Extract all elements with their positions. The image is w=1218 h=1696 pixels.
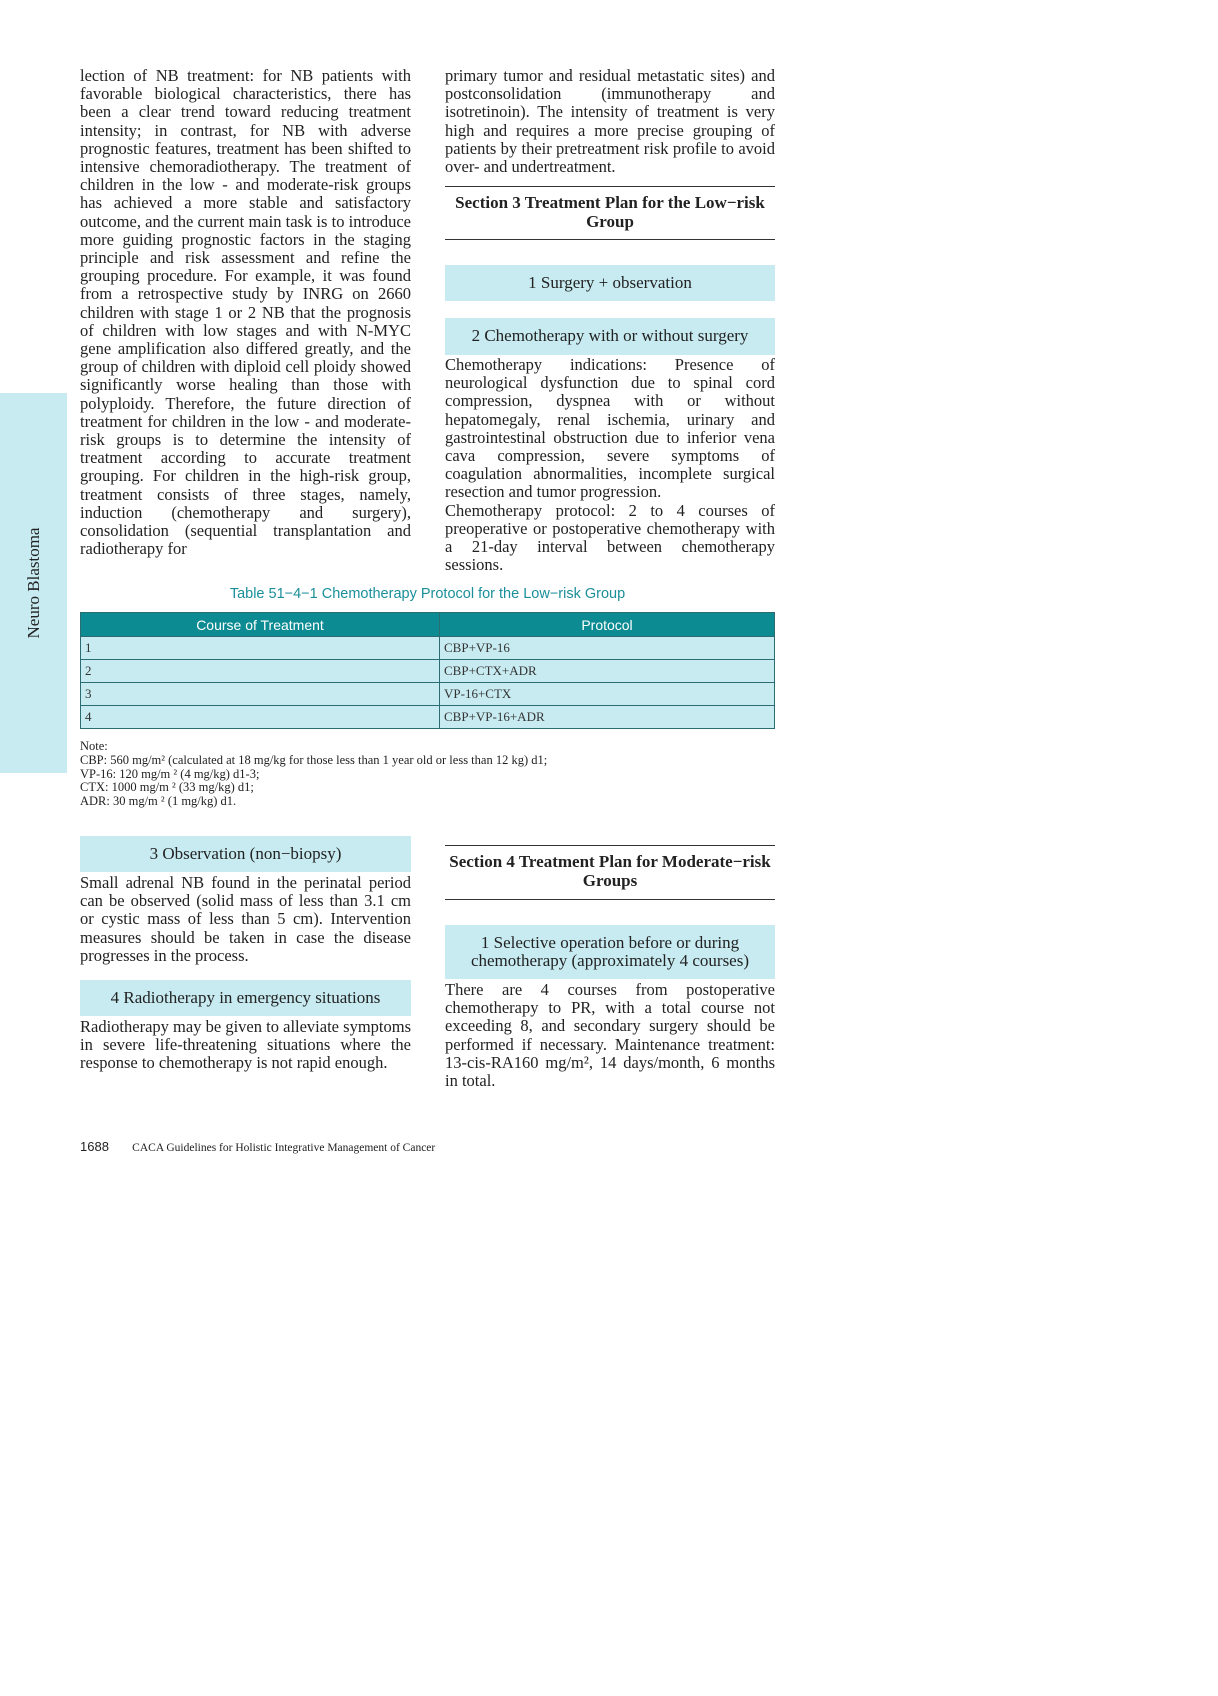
table-cell: CBP+VP-16 <box>440 637 775 660</box>
table-header-row <box>81 613 775 637</box>
table-header-course: Course of Treatment <box>81 613 440 637</box>
note-line: ADR: 30 mg/m ² (1 mg/kg) d1. <box>80 794 237 809</box>
section3-subheading-2: 2 Chemotherapy with or without surgery <box>445 318 775 355</box>
section4-heading: Section 4 Treatment Plan for Moderate−risk Groups <box>445 845 775 900</box>
radiotherapy-body <box>80 1018 411 1073</box>
table-title: Table 51−4−1 Chemotherapy Protocol for the Low−risk Group <box>229 586 626 602</box>
note-line: CBP: 560 mg/m² (calculated at 18 mg/kg for those less than 1 year old or less than 12 kg) d1; <box>80 752 548 767</box>
protocol-table <box>80 612 775 729</box>
right-column-top <box>445 67 775 176</box>
left-column-top <box>80 67 411 558</box>
table-cell: 1 <box>81 637 440 660</box>
body-paragraph: Radiotherapy may be given to alleviate symptoms in severe life-threatening situations where the response to chemotherapy is not rapid enough. <box>80 1017 411 1073</box>
note-line: VP-16: 120 mg/m ² (4 mg/kg) d1-3; <box>80 766 260 781</box>
table-header-protocol: Protocol <box>440 613 775 637</box>
protocol-paragraph: Chemotherapy protocol: 2 to 4 courses of preoperative or postoperative chemotherapy with a 21-day interval between chemotherapy sessions. <box>445 500 775 575</box>
note-label: Note: <box>80 739 108 753</box>
table-row <box>81 683 775 706</box>
table-row <box>81 637 775 660</box>
table-cell: CBP+VP-16+ADR <box>440 706 775 729</box>
table-note <box>80 740 780 809</box>
section3-subheading-1: 1 Surgery + observation <box>445 265 775 301</box>
body-paragraph: Small adrenal NB found in the perinatal period can be observed (solid mass of less than 3.1 cm or cystic mass of less than 5 cm). Intervention measures should be taken in case the disease progresses in the process. <box>80 873 411 965</box>
table-row <box>81 660 775 683</box>
page-footer <box>80 1139 435 1155</box>
section4-subheading-1: 1 Selective operation before or during chemotherapy (approximately 4 courses) <box>445 925 775 979</box>
indications-paragraph: Chemotherapy indications: Presence of neurological dysfunction due to spinal cord compression, dyspnea with or without hepatomegaly, renal ischemia, urinary and gastrointestinal obstruction due to inferior vena cava compression, severe symptoms of coagulation abnormalities, incomplete surgical resection and tumor progression. <box>445 355 775 502</box>
subheading-observation: 3 Observation (non−biopsy) <box>80 836 411 872</box>
table-cell: CBP+CTX+ADR <box>440 660 775 683</box>
section3-heading: Section 3 Treatment Plan for the Low−risk Group <box>445 186 775 240</box>
table-cell: 2 <box>81 660 440 683</box>
body-paragraph: lection of NB treatment: for NB patients with favorable biological characteristics, there has been a clear trend toward reducing treatment intensity; in contrast, for NB with adverse prognostic features, treatment has been shifted to intensive chemoradiotherapy. The treatment of children in the low - and moderate-risk groups has achieved a more stable and satisfactory outcome, and the current main task is to introduce more guiding prognostic factors in the staging principle and risk assessment and refine the grouping procedure. For example, it was found from a retrospective study by INRG on 2660 children with stage 1 or 2 NB that the prognosis of children with low stages and with N-MYC gene amplification also differed greatly, and the group of children with diploid cell ploidy showed significantly worse healing than those with polyploidy. Therefore, the future direction of treatment for children in the low - and moderate-risk groups is to determine the intensity of treatment according to accurate treatment grouping. For children in the high-risk group, treatment consists of three stages, namely, induction (chemotherapy and surgery), consolidation (sequential transplantation and radiotherapy for <box>80 66 411 559</box>
note-line: CTX: 1000 mg/m ² (33 mg/kg) d1; <box>80 780 254 795</box>
section3-body <box>445 356 775 574</box>
table-cell: 3 <box>81 683 440 706</box>
table-row <box>81 706 775 729</box>
section4-body <box>445 981 775 1090</box>
subheading-radiotherapy: 4 Radiotherapy in emergency situations <box>80 980 411 1016</box>
body-paragraph: primary tumor and residual metastatic sites) and postconsolidation (immunotherapy and isotretinoin). The intensity of treatment is very high and requires a more precise grouping of patients by their pretreatment risk profile to avoid over- and undertreatment. <box>445 66 775 177</box>
table-cell: 4 <box>81 706 440 729</box>
table-cell: VP-16+CTX <box>440 683 775 706</box>
body-paragraph: There are 4 courses from postoperative chemotherapy to PR, with a total course not exceeding 8, and secondary surgery should be performed if necessary. Maintenance treatment: 13-cis-RA160 mg/m², 14 days/month, 6 months in total. <box>445 980 775 1091</box>
running-title: CACA Guidelines for Holistic Integrative Management of Cancer <box>132 1142 436 1154</box>
side-tab <box>0 393 67 773</box>
page-number: 1688 <box>80 1139 109 1154</box>
observation-body <box>80 874 411 965</box>
side-tab-label: Neuro Blastoma <box>23 527 43 639</box>
